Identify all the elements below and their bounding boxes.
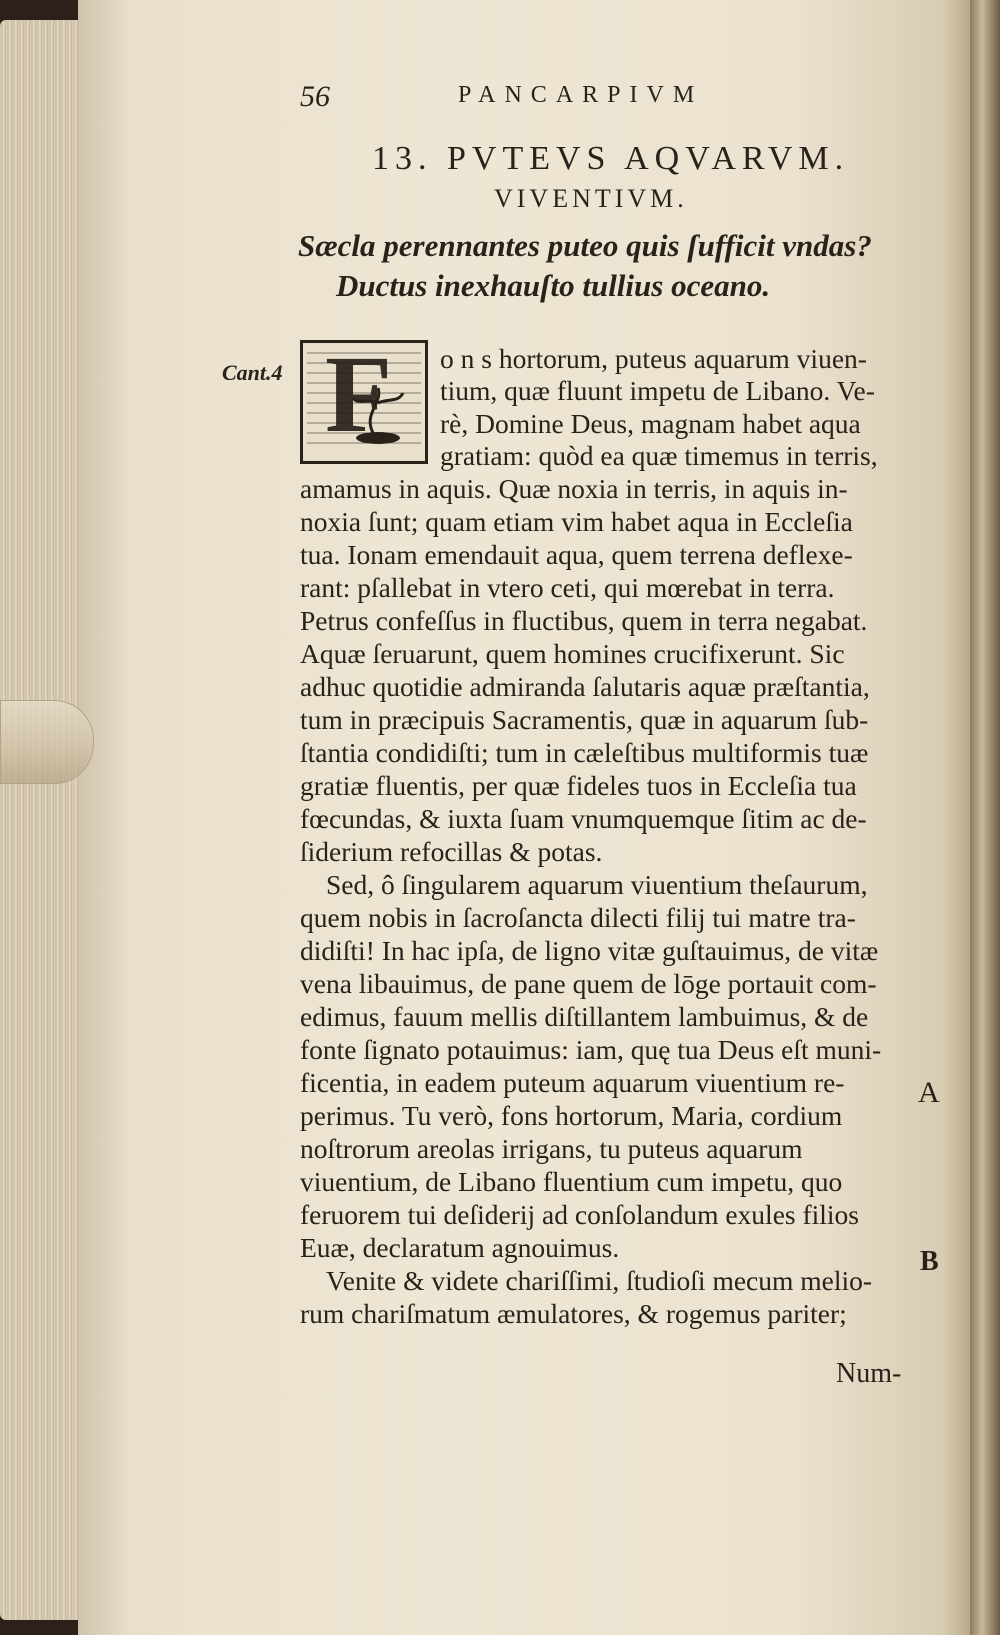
catchword: Num- [836, 1358, 902, 1389]
body-line: didiſti! In hac ipſa, de ligno vitæ guſtauimus, de vitæ [300, 935, 879, 966]
body-line: rant: pſallebat in vtero ceti, qui mœrebat in terra. [300, 572, 835, 603]
body-line: Aquæ ſeruarunt, quem homines crucifixerunt. Sic [300, 638, 845, 669]
page-edges-right [970, 0, 1000, 1635]
body-line: gratiam: quòd ea quæ timemus in terris, [440, 440, 878, 471]
page-number: 56 [300, 80, 330, 113]
body-line: Euæ, declaratum agnouimus. [300, 1232, 620, 1263]
body-line: ſtantia condidiſti; tum in cæleſtibus multiformis tuæ [300, 737, 869, 768]
body-line: edimus, fauum mellis diſtillantem lambuimus, & de [300, 1001, 869, 1032]
page-edges-left [0, 20, 90, 1620]
body-line: viuentium, de Libano fluentium cum impetu, quo [300, 1166, 843, 1197]
decorated-initial [300, 333, 428, 464]
verse-line-2: Ductus inexhauſto tullius oceano. [336, 268, 771, 303]
body-line: o n s hortorum, puteus aquarum viuen- [440, 343, 867, 374]
body-line: rè, Domine Deus, magnam habet aqua [440, 408, 861, 439]
body-line: vena libauimus, de pane quem de lōge portauit com- [300, 968, 877, 999]
body-line: tium, quæ fluunt impetu de Libano. Ve- [440, 375, 875, 406]
body-line: quem nobis in ſacroſancta dilecti filij tui matre tra- [300, 902, 856, 933]
book-clip [0, 700, 94, 784]
body-line: Sed, ô ſingularem aquarum viuentium theſaurum, [326, 869, 868, 900]
body-line: perimus. Tu verò, fons hortorum, Maria, cordium [300, 1100, 843, 1131]
section-subtitle: VIVENTIVM. [494, 184, 688, 213]
running-title: PANCARPIVM [458, 82, 704, 108]
body-line: adhuc quotidie admiranda ſalutaris aquæ præſtantia, [300, 671, 870, 702]
body-line: tum in præcipuis Sacramentis, quæ in aquarum ſub- [300, 704, 869, 735]
body-line: fœcundas, & iuxta ſuam vnumquemque ſitim ac de- [300, 803, 867, 834]
body-line: noxia ſunt; quam etiam vim habet aqua in Eccleſia [300, 506, 853, 537]
body-line: fonte ſignato potauimus: iam, quę tua Deus eſt muni- [300, 1034, 882, 1065]
body-line: Venite & videte chariſſimi, ſtudioſi mecum melio- [326, 1265, 873, 1296]
body-line: Petrus confeſſus in fluctibus, quem in terra negabat. [300, 605, 868, 636]
body-line: ficentia, in eadem puteum aquarum viuentium re- [300, 1067, 845, 1098]
section-title: 13. PVTEVS AQVARVM. [372, 140, 850, 177]
initial-letter: F [325, 333, 393, 455]
body-line: amamus in aquis. Quæ noxia in terris, in aquis in- [300, 473, 848, 504]
body-line: ſiderium refocillas & potas. [300, 836, 603, 867]
margin-letter-a: A [918, 1076, 940, 1109]
body-line: noſtrorum areolas irrigans, tu puteus aquarum [300, 1133, 803, 1164]
verse-line-1: Sæcla perennantes puteo quis ſufficit vndas? [298, 228, 872, 263]
body-line: tua. Ionam emendauit aqua, quem terrena deflexe- [300, 539, 853, 570]
margin-letter-b: B [920, 1246, 939, 1277]
margin-reference: Cant.4 [222, 360, 283, 385]
body-line: feruorem tui deſiderij ad conſolandum exules filios [300, 1199, 860, 1230]
body-line: gratiæ fluentis, per quæ fideles tuos in Eccleſia tua [300, 770, 857, 801]
body-line: rum chariſmatum æmulatores, & rogemus pariter; [300, 1298, 847, 1329]
